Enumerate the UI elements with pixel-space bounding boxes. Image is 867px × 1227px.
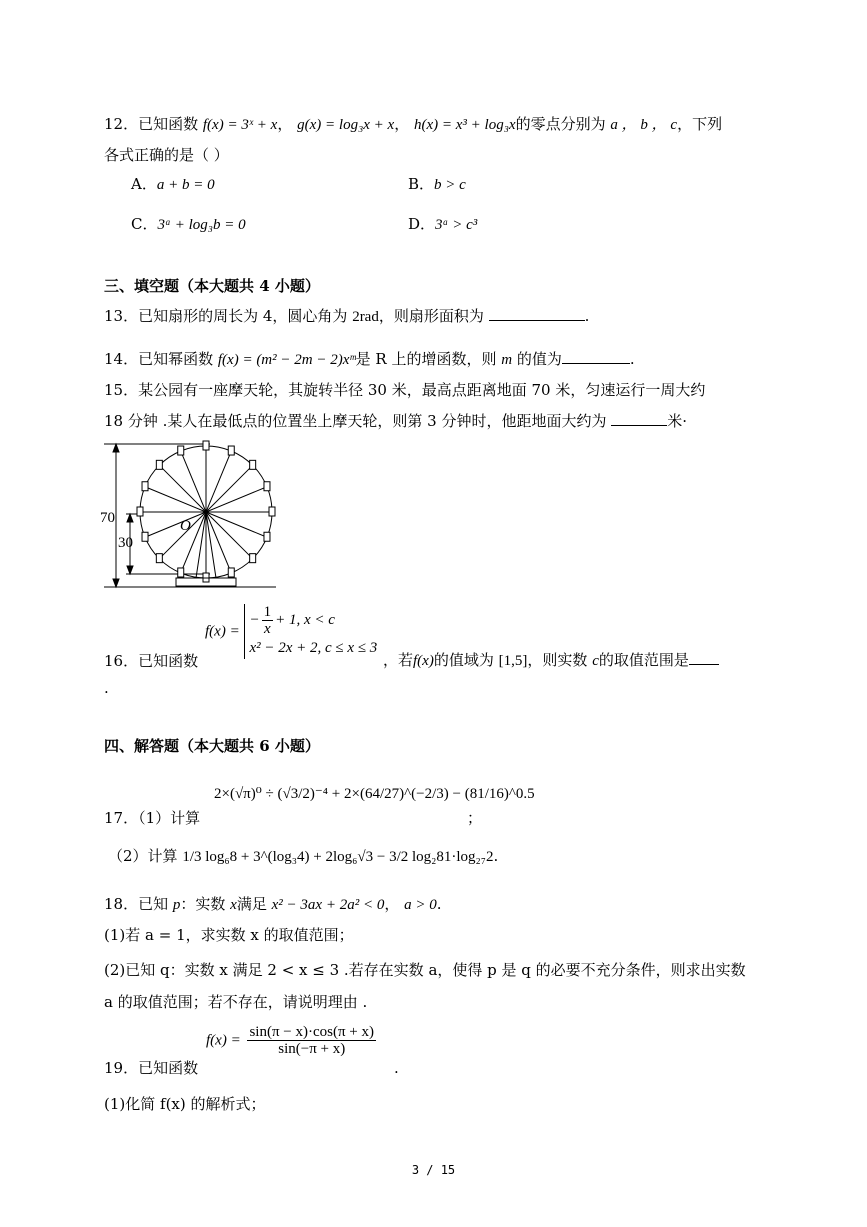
wheel-cabin bbox=[264, 532, 270, 541]
wheel-spoke bbox=[206, 465, 253, 512]
q12-g-expr: g(x) = log₃x + x bbox=[297, 117, 395, 133]
q12-option-b: B．b > c bbox=[408, 175, 466, 193]
wheel-cabin bbox=[142, 482, 148, 491]
q12-option-c: C．3ᵃ + log₃b = 0 bbox=[131, 215, 246, 233]
wheel-cabin bbox=[250, 460, 256, 469]
q17-part2: （2）计算 1/3 log₆8 + 3^(log₃4) + 2log₆√3 − 3/2 log₂81·log₂₇2. bbox=[108, 847, 499, 865]
wheel-cabin bbox=[137, 507, 143, 516]
q18-part2: (2)已知 q：实数 x 满足 2 < x ≤ 3 .若存在实数 a，使得 p 是 q 的必要不充分条件，则求出实数 bbox=[104, 961, 746, 979]
q12-h-expr: h(x) = x³ + log₃x bbox=[414, 117, 516, 133]
q17-expr1: 2×(√π)⁰ ÷ (√3/2)⁻⁴ + 2×(64/27)^(−2/3) − (81/16)^0.5 bbox=[214, 786, 535, 802]
wheel-cabin bbox=[228, 446, 234, 455]
wheel-cabin bbox=[203, 441, 209, 450]
ferris-wheel-figure bbox=[100, 440, 280, 590]
q12-line1: 12．已知函数 f(x) = 3ˣ + x， g(x) = log₃x + x， h(x) = x³ + log₃x的零点分别为 a ， b ， c，下列 bbox=[104, 115, 723, 133]
q12-f-expr: f(x) = 3ˣ + x bbox=[202, 117, 278, 133]
label-70: 70 bbox=[100, 510, 115, 526]
q19-end: . bbox=[394, 1059, 399, 1077]
q17-sep: ； bbox=[467, 809, 483, 827]
q18-part2b: a 的取值范围；若不存在，请说明理由 . bbox=[104, 993, 368, 1011]
q18-line1: 18．已知 p：实数 x满足 x² − 3ax + 2a² < 0， a > 0. bbox=[104, 895, 442, 913]
wheel-cabin bbox=[228, 568, 234, 577]
q16: 16．已知函数 bbox=[104, 652, 199, 670]
q13-answer-blank[interactable] bbox=[489, 306, 585, 321]
q15-line2: 18 分钟 .某人在最低点的位置坐上摩天轮，则第 3 分钟时，他距地面大约为 米· bbox=[104, 412, 688, 430]
q18-part1: (1)若 a = 1，求实数 x 的取值范围； bbox=[104, 926, 354, 944]
page-number: 3 / 15 bbox=[411, 1163, 456, 1177]
label-center-o: O bbox=[180, 518, 191, 534]
q15-answer-blank[interactable] bbox=[611, 411, 667, 426]
q19-part1: (1)化简 f(x) 的解析式； bbox=[104, 1095, 266, 1113]
q12-option-a: A．a + b = 0 bbox=[131, 175, 215, 193]
section4-title: 四、解答题（本大题共 6 小题） bbox=[104, 737, 320, 755]
q12-option-d: D．3ᵃ > c³ bbox=[408, 215, 478, 233]
wheel-cabin bbox=[250, 554, 256, 563]
wheel-cabin bbox=[142, 532, 148, 541]
q12-line2: 各式正确的是（ ） bbox=[104, 146, 229, 164]
q17-part1: 17．（1）计算 bbox=[104, 809, 201, 827]
wheel-cabin bbox=[269, 507, 275, 516]
wheel-cabin bbox=[156, 460, 162, 469]
q19-expr: f(x) = $\frac{\sin(\pi - x)\cdot\cos(\pi + x)}{\sin(-\pi + x)}$ bbox=[206, 1024, 375, 1057]
wheel-cabin bbox=[156, 554, 162, 563]
q16-answer-blank[interactable] bbox=[689, 650, 719, 665]
wheel-cabin bbox=[178, 446, 184, 455]
wheel-cabin bbox=[178, 568, 184, 577]
q14: 14．已知幂函数 f(x) = (m² − 2m − 2)xᵐ是 R 上的增函数，则 m 的值为 . bbox=[104, 350, 635, 368]
q16-piecewise: f(x) = − $\frac{1}{x}$ + 1, x < c x² − 2x + 2, c ≤ x ≤ 3 bbox=[205, 604, 377, 659]
label-30: 30 bbox=[118, 535, 133, 551]
wheel-spoke bbox=[159, 465, 206, 512]
q14-answer-blank[interactable] bbox=[562, 349, 630, 364]
q15-line1: 15．某公园有一座摩天轮，其旋转半径 30 米，最高点距离地面 70 米，匀速运行一周大约 bbox=[104, 381, 706, 399]
q13: 13．已知扇形的周长为 4，圆心角为 2rad，则扇形面积为 . bbox=[104, 307, 590, 325]
q16-end: . bbox=[104, 679, 109, 697]
section3-title: 三、填空题（本大题共 4 小题） bbox=[104, 277, 320, 295]
wheel-cabin bbox=[264, 482, 270, 491]
wheel-spoke bbox=[206, 512, 253, 559]
q14-expr: f(x) = (m² − 2m − 2)xᵐ bbox=[217, 352, 356, 368]
q16-tail: ，若f(x)的值域为 [1,5]，则实数 c的取值范围是 bbox=[383, 650, 719, 671]
q19-lead: 19．已知函数 bbox=[104, 1059, 199, 1077]
